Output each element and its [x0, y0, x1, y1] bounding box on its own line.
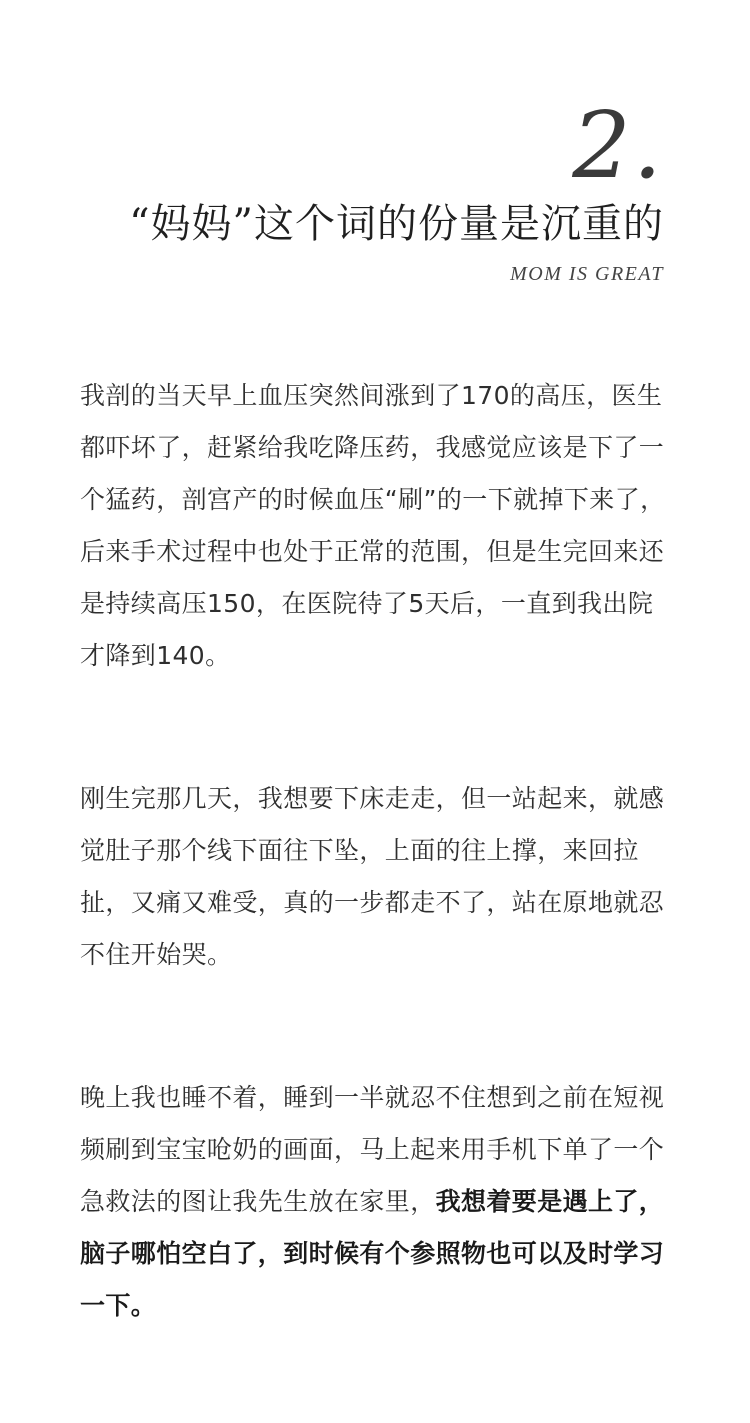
- paragraph-3-text: 晚上我也睡不着，睡到一半就忍不住想到之前在短视频刷到宝宝呛奶的画面，马上起来用手机下单了一个急救法的图让我先生放在家里，: [80, 1083, 665, 1216]
- section-title: “妈妈”这个词的份量是沉重的: [129, 201, 664, 247]
- paragraph-3-bold-text: 我想着要是遇上了，脑子哪怕空白了，到时候有个参照物也可以及时学习一下。: [80, 1187, 665, 1320]
- paragraph-2: [80, 773, 672, 981]
- paragraph-3: [80, 1072, 672, 1332]
- paragraph-2-text: 刚生完那几天，我想要下床走走，但一站起来，就感觉肚子那个线下面往下坠，上面的往上撑，来回拉扯，又痛又难受，真的一步都走不了，站在原地就忍不住开始哭。: [80, 784, 665, 969]
- paragraph-1: [80, 370, 672, 682]
- section-subtitle: MOM IS GREAT: [510, 263, 664, 285]
- article-body: [80, 370, 672, 1423]
- paragraph-1-text: 我剖的当天早上血压突然间涨到了170的高压，医生都吓坏了，赶紧给我吃降压药，我感觉应该是下了一个猛药，剖宫产的时候血压“刷”的一下就掉下来了，后来手术过程中也处于正常的范围，但是生完回来还是持续高压150，在医院待了5天后，一直到我出院才降到140。: [80, 381, 666, 670]
- section-number: 2.: [572, 92, 664, 199]
